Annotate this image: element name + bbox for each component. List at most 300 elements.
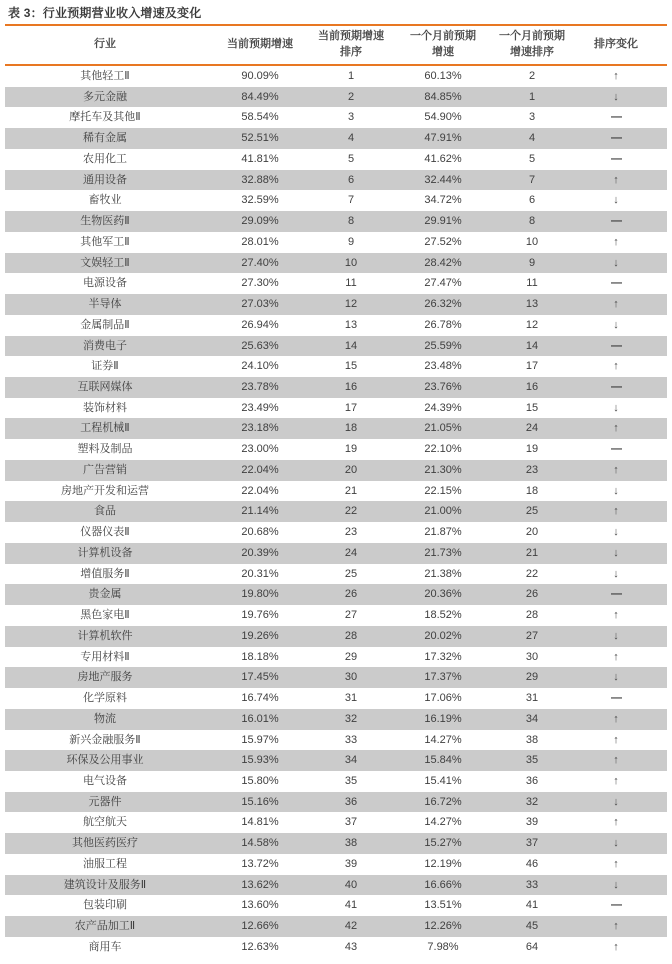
- rank-change-indicator: ↓: [613, 256, 619, 269]
- current-growth-value: 12.63%: [241, 940, 279, 953]
- industry-name: 贵金属: [88, 588, 122, 601]
- current-rank-value: 28: [344, 629, 358, 642]
- current-rank-value: 40: [344, 878, 358, 891]
- industry-name: 电源设备: [83, 277, 127, 290]
- prev-growth-value: 13.51%: [424, 899, 462, 912]
- table-row: [5, 232, 667, 253]
- prev-growth-value: 15.41%: [424, 774, 462, 787]
- industry-name: 装饰材料: [83, 401, 127, 414]
- prev-growth-value: 22.15%: [424, 484, 462, 497]
- current-rank-value: 6: [347, 173, 355, 186]
- industry-name: 电气设备: [83, 774, 127, 787]
- prev-growth-value: 21.87%: [424, 526, 462, 539]
- current-rank-value: 41: [344, 899, 358, 912]
- prev-rank-value: 25: [525, 505, 539, 518]
- prev-growth-value: 21.38%: [424, 567, 462, 580]
- prev-rank-value: 12: [525, 318, 539, 331]
- prev-rank-value: 28: [525, 609, 539, 622]
- rank-change-indicator: —: [611, 111, 621, 124]
- prev-growth-value: 24.39%: [424, 401, 462, 414]
- industry-name: 新兴金融服务Ⅱ: [69, 733, 141, 746]
- current-rank-value: 27: [344, 609, 358, 622]
- prev-rank-value: 41: [525, 899, 539, 912]
- table-row: [5, 336, 667, 357]
- industry-name: 农产品加工Ⅱ: [74, 920, 136, 933]
- table-row: [5, 937, 667, 958]
- prev-growth-value: 23.76%: [424, 381, 462, 394]
- table-row: [5, 315, 667, 336]
- prev-rank-value: 11: [526, 277, 538, 290]
- rank-change-indicator: ↓: [613, 194, 619, 207]
- current-growth-value: 17.45%: [241, 671, 279, 684]
- rank-change-indicator: ↓: [613, 484, 619, 497]
- current-growth-value: 13.60%: [241, 899, 279, 912]
- prev-rank-value: 26: [525, 588, 539, 601]
- prev-growth-value: 15.27%: [424, 837, 462, 850]
- table-row: [5, 377, 667, 398]
- prev-growth-value: 17.37%: [424, 671, 462, 684]
- rank-change-indicator: ↑: [613, 70, 619, 82]
- rank-change-indicator: —: [611, 381, 621, 394]
- industry-name: 油服工程: [83, 857, 127, 870]
- prev-growth-value: 41.62%: [424, 152, 462, 165]
- current-rank-value: 11: [345, 277, 357, 290]
- table-row: [5, 626, 667, 647]
- prev-rank-value: 16: [525, 381, 539, 394]
- current-growth-value: 84.49%: [241, 90, 279, 103]
- prev-growth-value: 23.48%: [424, 360, 462, 373]
- prev-growth-value: 16.19%: [424, 712, 462, 725]
- prev-growth-value: 15.84%: [424, 754, 462, 767]
- current-rank-value: 23: [344, 526, 358, 539]
- table-row: [5, 460, 667, 481]
- industry-name: 包装印刷: [83, 899, 127, 912]
- current-rank-value: 7: [347, 194, 355, 207]
- current-growth-value: 32.88%: [241, 173, 279, 186]
- industry-name: 证券Ⅱ: [91, 360, 119, 373]
- prev-growth-value: 18.52%: [424, 609, 462, 622]
- current-rank-value: 8: [347, 215, 355, 228]
- table-row: [5, 812, 667, 833]
- rank-change-indicator: —: [611, 692, 621, 705]
- current-rank-value: 9: [347, 235, 355, 248]
- rank-change-indicator: ↑: [613, 774, 619, 787]
- rank-change-indicator: ↑: [613, 173, 619, 186]
- prev-rank-value: 29: [525, 671, 539, 684]
- table-row: [5, 833, 667, 854]
- industry-name: 物流: [94, 712, 116, 725]
- table-header: [5, 25, 667, 65]
- prev-rank-value: 36: [525, 774, 539, 787]
- rank-change-indicator: ↑: [613, 609, 619, 622]
- industry-name: 其他军工Ⅱ: [80, 235, 130, 248]
- rank-change-indicator: ↑: [613, 816, 619, 829]
- industry-name: 房地产服务: [77, 671, 133, 684]
- prev-growth-value: 14.27%: [424, 733, 462, 746]
- table-row: [5, 128, 667, 149]
- col-header-current-growth: 当前预期增速: [205, 25, 315, 65]
- table-row: [5, 647, 667, 668]
- industry-growth-table: [5, 24, 667, 958]
- current-growth-value: 28.01%: [241, 235, 279, 248]
- industry-name: 其他医药医疗: [72, 837, 138, 850]
- industry-name: 畜牧业: [88, 194, 122, 207]
- industry-name: 环保及公用事业: [66, 754, 144, 767]
- prev-growth-value: 26.78%: [424, 318, 462, 331]
- industry-name: 金属制品Ⅱ: [80, 318, 130, 331]
- table-row: [5, 543, 667, 564]
- prev-growth-value: 17.06%: [424, 692, 462, 705]
- current-rank-value: 32: [344, 712, 358, 725]
- table-row: [5, 688, 667, 709]
- current-growth-value: 25.63%: [241, 339, 279, 352]
- prev-growth-value: 21.05%: [424, 422, 462, 435]
- prev-rank-value: 18: [525, 484, 539, 497]
- rank-change-indicator: ↑: [613, 920, 619, 933]
- rank-change-indicator: ↓: [613, 878, 619, 891]
- current-rank-value: 13: [344, 318, 358, 331]
- rank-change-indicator: ↓: [613, 318, 619, 331]
- current-growth-value: 16.01%: [241, 712, 279, 725]
- prev-rank-value: 33: [525, 878, 539, 891]
- table-row: [5, 667, 667, 688]
- rank-change-indicator: ↓: [613, 629, 619, 642]
- current-rank-value: 10: [344, 256, 358, 269]
- current-growth-value: 27.03%: [241, 298, 279, 311]
- prev-growth-value: 22.10%: [424, 443, 462, 456]
- current-growth-value: 13.62%: [241, 878, 279, 891]
- industry-name: 计算机软件: [77, 629, 133, 642]
- industry-name: 消费电子: [83, 339, 127, 352]
- rank-change-indicator: ↑: [613, 505, 619, 518]
- table-row: [5, 730, 667, 751]
- industry-name: 稀有金属: [83, 132, 127, 145]
- prev-growth-value: 17.32%: [424, 650, 462, 663]
- rank-change-indicator: ↑: [613, 235, 619, 248]
- current-rank-value: 22: [344, 505, 358, 518]
- current-rank-value: 33: [344, 733, 358, 746]
- current-rank-value: 26: [344, 588, 358, 601]
- current-rank-value: 3: [347, 111, 355, 124]
- current-growth-value: 23.00%: [241, 443, 279, 456]
- prev-rank-value: 35: [525, 754, 539, 767]
- industry-name: 工程机械Ⅱ: [80, 422, 130, 435]
- current-rank-value: 35: [344, 774, 358, 787]
- industry-name: 黑色家电Ⅱ: [80, 609, 130, 622]
- current-rank-value: 16: [344, 381, 358, 394]
- rank-change-indicator: —: [611, 443, 621, 456]
- prev-rank-value: 15: [525, 401, 539, 414]
- current-growth-value: 27.40%: [241, 256, 279, 269]
- rank-change-indicator: —: [611, 215, 621, 228]
- prev-rank-value: 20: [525, 526, 539, 539]
- rank-change-indicator: ↓: [613, 567, 619, 580]
- current-growth-value: 24.10%: [241, 360, 279, 373]
- prev-rank-value: 9: [528, 256, 536, 269]
- prev-growth-value: 16.72%: [424, 795, 462, 808]
- current-growth-value: 22.04%: [241, 484, 279, 497]
- current-growth-value: 16.74%: [241, 692, 279, 705]
- table-row: [5, 854, 667, 875]
- prev-rank-value: 17: [525, 360, 539, 373]
- prev-rank-value: 64: [525, 940, 539, 953]
- table-row: [5, 564, 667, 585]
- current-rank-value: 34: [344, 754, 358, 767]
- prev-growth-value: 29.91%: [424, 215, 462, 228]
- industry-name: 房地产开发和运营: [61, 484, 149, 497]
- rank-change-indicator: ↓: [613, 90, 619, 103]
- rank-change-indicator: —: [611, 588, 621, 601]
- rank-change-indicator: ↓: [613, 546, 619, 559]
- prev-rank-value: 45: [525, 920, 539, 933]
- rank-change-indicator: —: [611, 899, 621, 912]
- prev-growth-value: 26.32%: [424, 298, 462, 311]
- prev-rank-value: 32: [525, 795, 539, 808]
- industry-name: 摩托车及其他Ⅱ: [69, 111, 141, 124]
- prev-rank-value: 1: [528, 90, 536, 103]
- current-rank-value: 29: [344, 650, 358, 663]
- table-row: [5, 253, 667, 274]
- prev-growth-value: 14.27%: [424, 816, 462, 829]
- prev-rank-value: 6: [528, 194, 536, 207]
- current-rank-value: 18: [344, 422, 358, 435]
- prev-growth-value: 27.52%: [424, 235, 462, 248]
- prev-growth-value: 60.13%: [424, 70, 462, 82]
- table-row: [5, 584, 667, 605]
- table-row: [5, 875, 667, 896]
- table-row: [5, 481, 667, 502]
- current-rank-value: 21: [344, 484, 358, 497]
- current-growth-value: 14.58%: [241, 837, 279, 850]
- table-container: [0, 24, 672, 958]
- current-rank-value: 5: [347, 152, 355, 165]
- current-growth-value: 20.68%: [241, 526, 279, 539]
- col-header-rank-change: 排序变化: [565, 25, 667, 65]
- rank-change-indicator: —: [611, 339, 621, 352]
- prev-growth-value: 84.85%: [424, 90, 462, 103]
- table-row: [5, 501, 667, 522]
- current-growth-value: 23.18%: [241, 422, 279, 435]
- current-rank-value: 37: [344, 816, 358, 829]
- current-rank-value: 12: [344, 298, 358, 311]
- table-row: [5, 211, 667, 232]
- prev-rank-value: 46: [525, 857, 539, 870]
- rank-change-indicator: ↓: [613, 837, 619, 850]
- rank-change-indicator: ↑: [613, 754, 619, 767]
- prev-growth-value: 34.72%: [424, 194, 462, 207]
- current-growth-value: 12.66%: [241, 920, 279, 933]
- prev-growth-value: 12.26%: [424, 920, 462, 933]
- current-growth-value: 22.04%: [241, 463, 279, 476]
- prev-growth-value: 25.59%: [424, 339, 462, 352]
- prev-rank-value: 14: [525, 339, 539, 352]
- prev-growth-value: 20.02%: [424, 629, 462, 642]
- table-row: [5, 65, 667, 87]
- table-row: [5, 439, 667, 460]
- prev-rank-value: 27: [525, 629, 539, 642]
- table-row: [5, 87, 667, 108]
- current-growth-value: 27.30%: [241, 277, 279, 290]
- prev-rank-value: 31: [525, 692, 539, 705]
- table-row: [5, 418, 667, 439]
- current-growth-value: 21.14%: [241, 505, 279, 518]
- industry-name: 化学原料: [83, 692, 127, 705]
- prev-rank-value: 23: [525, 463, 539, 476]
- prev-rank-value: 38: [525, 733, 539, 746]
- prev-rank-value: 39: [525, 816, 539, 829]
- industry-name: 生物医药Ⅱ: [80, 215, 130, 228]
- industry-name: 航空航天: [83, 816, 127, 829]
- prev-growth-value: 28.42%: [424, 256, 462, 269]
- current-growth-value: 32.59%: [241, 194, 279, 207]
- rank-change-indicator: —: [611, 132, 621, 145]
- current-growth-value: 20.31%: [241, 567, 279, 580]
- current-growth-value: 15.97%: [241, 733, 279, 746]
- current-growth-value: 29.09%: [241, 215, 279, 228]
- table-row: [5, 398, 667, 419]
- current-rank-value: 31: [344, 692, 358, 705]
- current-growth-value: 52.51%: [241, 132, 279, 145]
- table-title: 表 3：行业预期营业收入增速及变化: [8, 6, 202, 20]
- prev-rank-value: 2: [528, 70, 536, 82]
- prev-rank-value: 7: [528, 173, 536, 186]
- prev-rank-value: 8: [528, 215, 536, 228]
- current-growth-value: 15.16%: [241, 795, 279, 808]
- prev-growth-value: 12.19%: [424, 857, 462, 870]
- rank-change-indicator: ↓: [613, 671, 619, 684]
- prev-rank-value: 30: [525, 650, 539, 663]
- industry-name: 半导体: [88, 298, 122, 311]
- current-rank-value: 1: [347, 70, 355, 82]
- col-header-current-rank: 当前预期增速 排序: [315, 25, 387, 65]
- industry-name: 建筑设计及服务Ⅱ: [63, 878, 147, 891]
- prev-growth-value: 47.91%: [424, 132, 462, 145]
- rank-change-indicator: ↓: [613, 526, 619, 539]
- current-growth-value: 19.76%: [241, 609, 279, 622]
- prev-growth-value: 20.36%: [424, 588, 462, 601]
- industry-name: 文娱轻工Ⅱ: [80, 256, 130, 269]
- current-rank-value: 43: [344, 940, 358, 953]
- current-rank-value: 17: [344, 401, 358, 414]
- current-growth-value: 23.49%: [241, 401, 279, 414]
- rank-change-indicator: ↑: [613, 940, 619, 953]
- current-rank-value: 38: [344, 837, 358, 850]
- rank-change-indicator: ↑: [613, 360, 619, 373]
- header-row: [5, 25, 667, 65]
- current-rank-value: 14: [344, 339, 358, 352]
- current-growth-value: 15.93%: [241, 754, 279, 767]
- industry-name: 其他轻工Ⅱ: [80, 70, 130, 82]
- prev-rank-value: 4: [528, 132, 536, 145]
- prev-growth-value: 32.44%: [424, 173, 462, 186]
- industry-name: 塑料及制品: [77, 443, 133, 456]
- current-rank-value: 15: [344, 360, 358, 373]
- current-rank-value: 2: [347, 90, 355, 103]
- table-row: [5, 522, 667, 543]
- table-row: [5, 709, 667, 730]
- prev-growth-value: 54.90%: [424, 111, 462, 124]
- table-row: [5, 273, 667, 294]
- current-growth-value: 18.18%: [241, 650, 279, 663]
- current-growth-value: 14.81%: [241, 816, 279, 829]
- prev-growth-value: 16.66%: [424, 878, 462, 891]
- prev-growth-value: 21.73%: [424, 546, 462, 559]
- prev-rank-value: 3: [528, 111, 536, 124]
- prev-rank-value: 19: [525, 443, 539, 456]
- prev-rank-value: 34: [525, 712, 539, 725]
- table-row: [5, 356, 667, 377]
- industry-name: 仪器仪表Ⅱ: [80, 526, 130, 539]
- prev-growth-value: 7.98%: [427, 940, 459, 953]
- table-row: [5, 170, 667, 191]
- current-growth-value: 41.81%: [241, 152, 279, 165]
- table-row: [5, 107, 667, 128]
- table-row: [5, 916, 667, 937]
- current-rank-value: 42: [344, 920, 358, 933]
- current-rank-value: 20: [344, 463, 358, 476]
- industry-name: 计算机设备: [77, 546, 133, 559]
- industry-name: 互联网媒体: [77, 381, 133, 394]
- col-header-industry: 行业: [5, 25, 205, 65]
- current-growth-value: 58.54%: [241, 111, 279, 124]
- col-header-prev-growth: 一个月前预期 增速: [387, 25, 499, 65]
- table-body: [5, 65, 667, 958]
- current-growth-value: 19.26%: [241, 629, 279, 642]
- current-growth-value: 20.39%: [241, 546, 279, 559]
- table-row: [5, 605, 667, 626]
- industry-name: 食品: [94, 505, 116, 518]
- current-growth-value: 26.94%: [241, 318, 279, 331]
- prev-rank-value: 37: [525, 837, 539, 850]
- rank-change-indicator: ↑: [613, 463, 619, 476]
- current-growth-value: 15.80%: [241, 774, 279, 787]
- rank-change-indicator: ↑: [613, 712, 619, 725]
- industry-name: 多元金融: [83, 90, 127, 103]
- industry-name: 农用化工: [83, 152, 127, 165]
- current-growth-value: 90.09%: [241, 70, 279, 82]
- current-rank-value: 19: [344, 443, 358, 456]
- prev-growth-value: 21.00%: [424, 505, 462, 518]
- rank-change-indicator: ↑: [613, 733, 619, 746]
- current-rank-value: 4: [347, 132, 355, 145]
- table-row: [5, 149, 667, 170]
- industry-name: 商用车: [88, 940, 122, 953]
- prev-rank-value: 5: [528, 152, 536, 165]
- table-row: [5, 190, 667, 211]
- rank-change-indicator: —: [611, 277, 621, 290]
- prev-growth-value: 27.47%: [424, 277, 462, 290]
- prev-rank-value: 10: [525, 235, 539, 248]
- prev-rank-value: 24: [525, 422, 539, 435]
- prev-rank-value: 22: [525, 567, 539, 580]
- rank-change-indicator: —: [611, 152, 621, 165]
- prev-rank-value: 13: [525, 298, 539, 311]
- table-row: [5, 792, 667, 813]
- current-rank-value: 25: [344, 567, 358, 580]
- prev-growth-value: 21.30%: [424, 463, 462, 476]
- table-row: [5, 895, 667, 916]
- table-row: [5, 294, 667, 315]
- industry-name: 广告营销: [83, 463, 127, 476]
- current-rank-value: 36: [344, 795, 358, 808]
- rank-change-indicator: ↑: [613, 298, 619, 311]
- current-rank-value: 39: [344, 857, 358, 870]
- prev-rank-value: 21: [525, 546, 539, 559]
- rank-change-indicator: ↓: [613, 795, 619, 808]
- table-row: [5, 750, 667, 771]
- rank-change-indicator: ↑: [613, 857, 619, 870]
- current-growth-value: 23.78%: [241, 381, 279, 394]
